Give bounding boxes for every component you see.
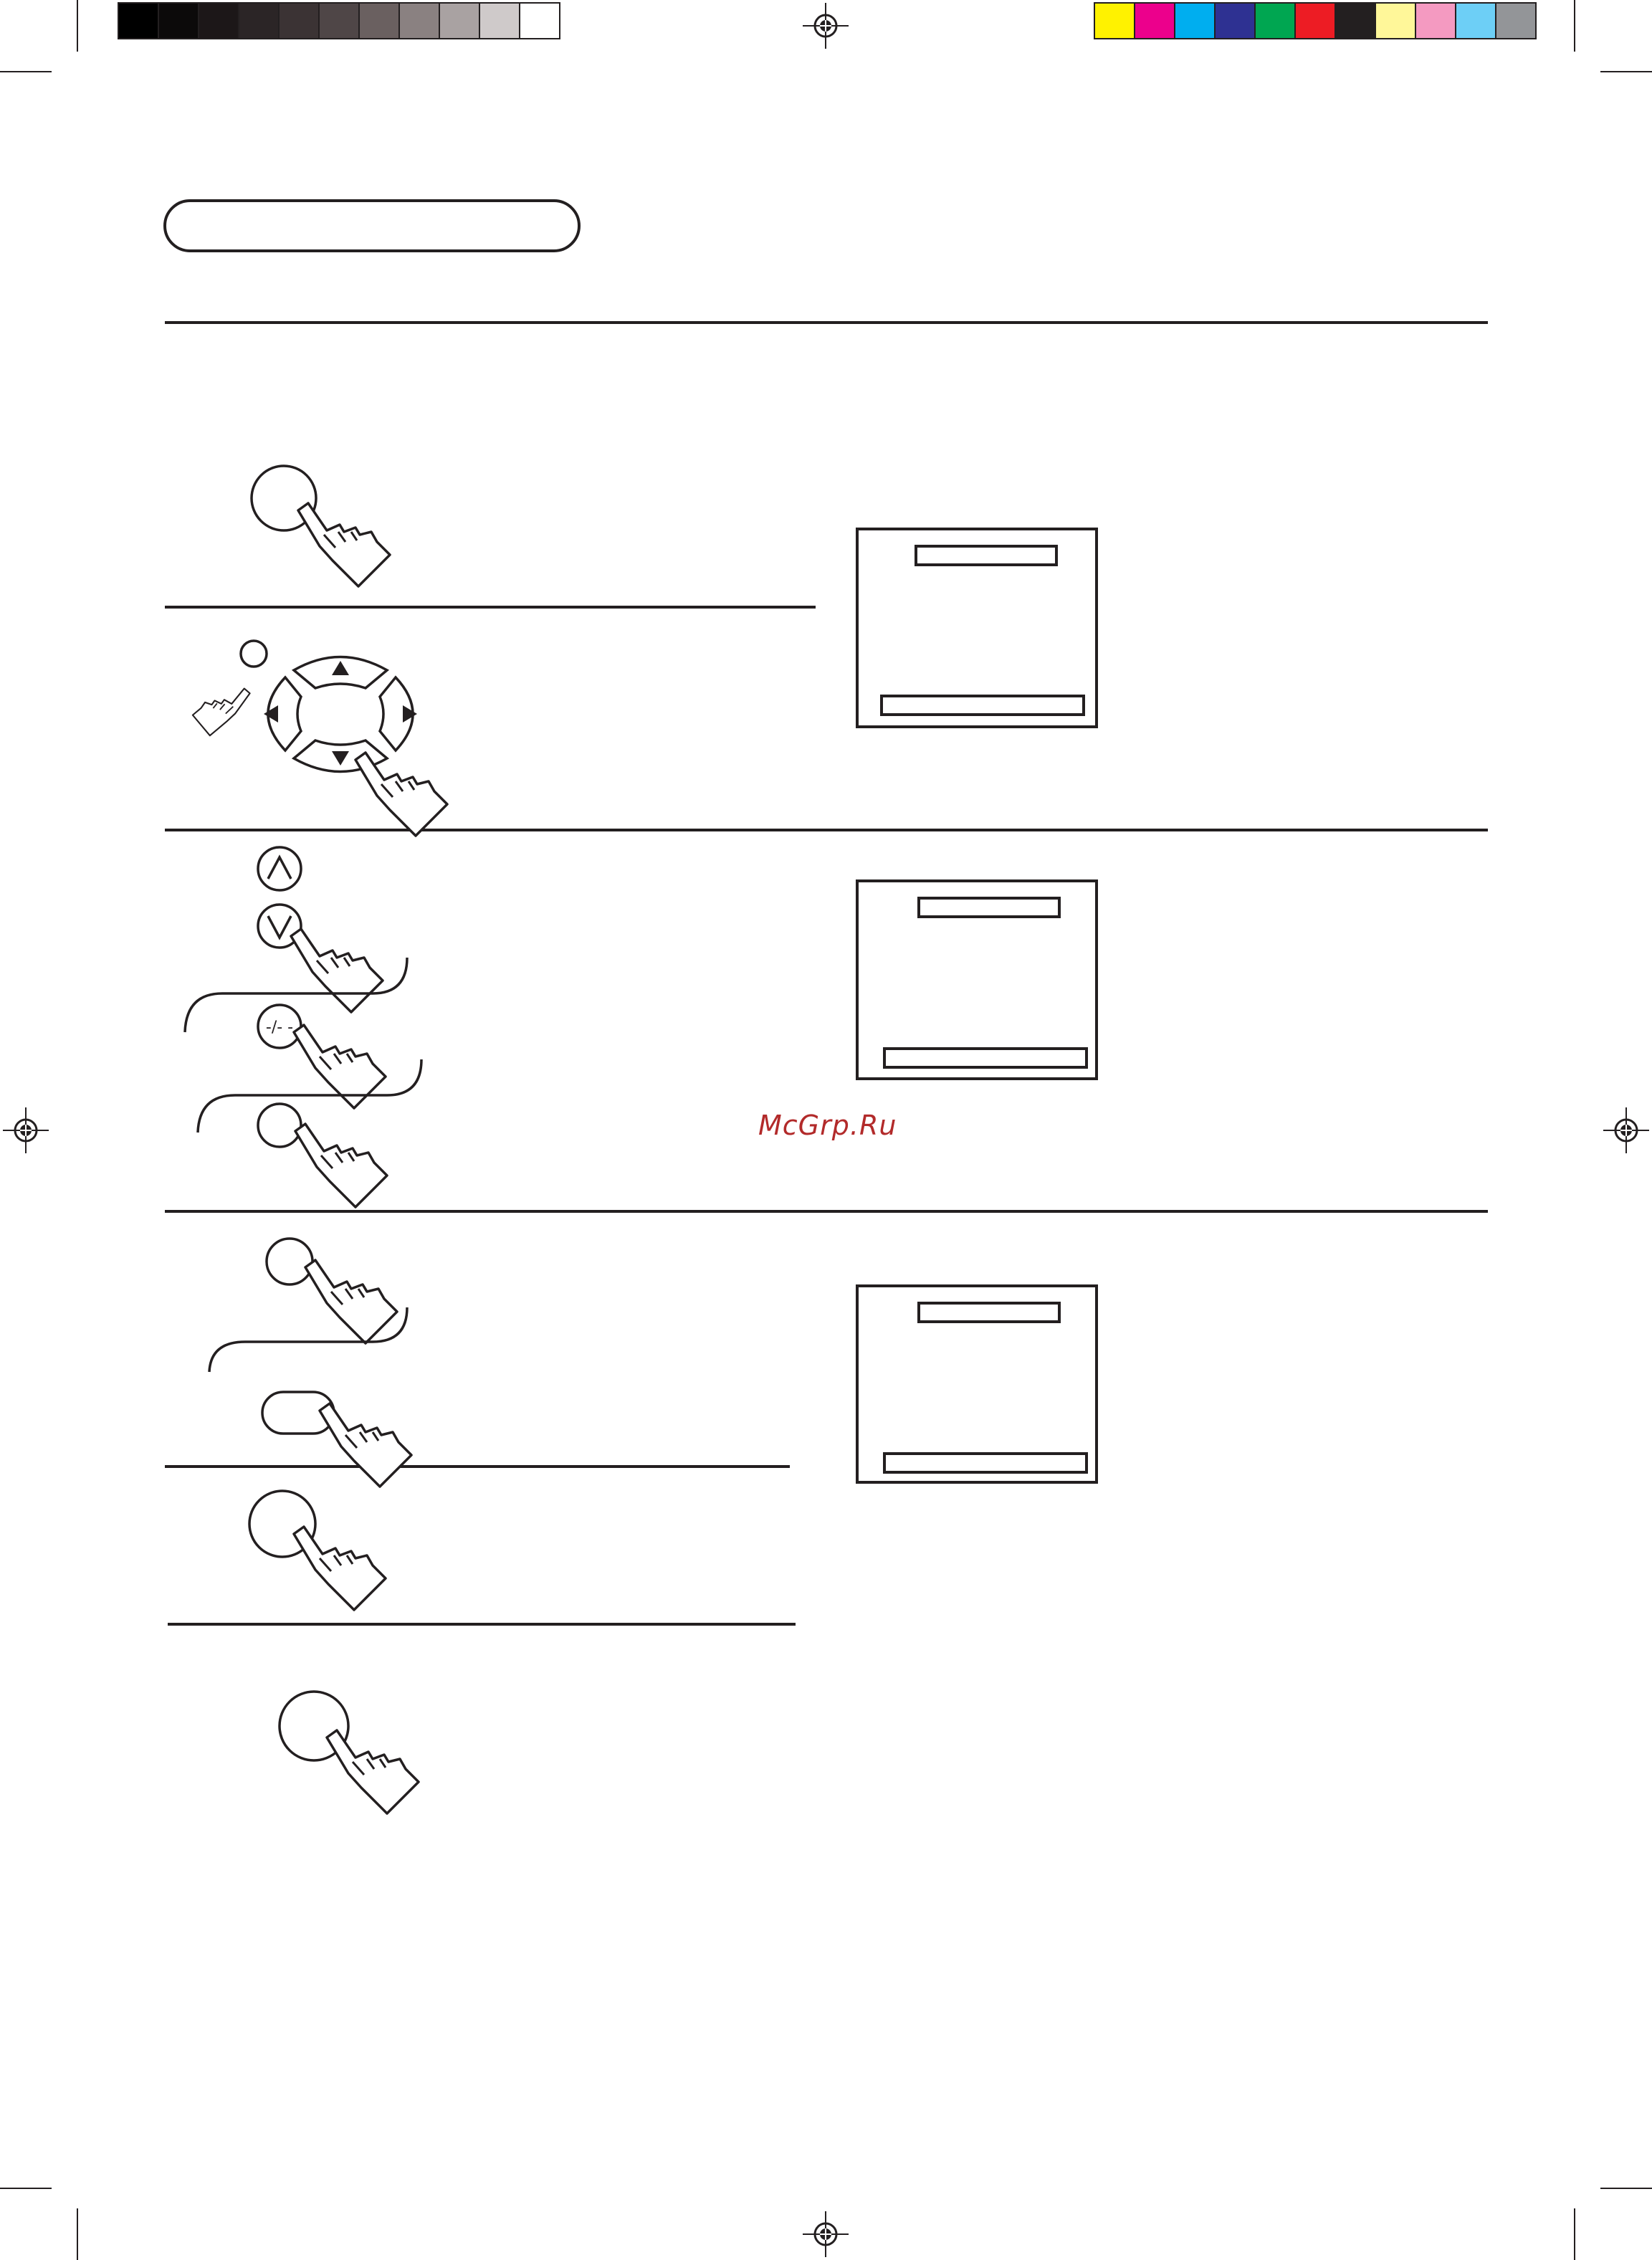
bracket-line — [198, 1059, 421, 1133]
calibration-swatch — [439, 3, 479, 39]
chevron-down-icon — [268, 916, 291, 938]
step-1-menu-button-illustration — [252, 466, 390, 586]
tv-screen-1 — [857, 529, 1097, 727]
right-arrow-icon — [403, 705, 417, 723]
up-arrow-icon — [332, 661, 349, 675]
grayscale-calibration-bar — [118, 3, 560, 39]
pointing-hand-icon — [320, 1403, 411, 1487]
small-key[interactable] — [241, 641, 267, 667]
tv-screen-3 — [857, 1286, 1097, 1482]
screen-title-bar — [919, 1303, 1059, 1322]
left-arrow-icon — [264, 705, 278, 723]
calibration-swatch — [1175, 3, 1215, 39]
calibration-swatch — [118, 3, 158, 39]
calibration-swatch — [1094, 3, 1135, 39]
color-calibration-bar — [1094, 3, 1536, 39]
calibration-swatch — [319, 3, 359, 39]
calibration-swatch — [1456, 3, 1496, 39]
calibration-swatch — [1415, 3, 1456, 39]
tv-screen-2 — [857, 881, 1097, 1079]
channel-digit-label: -/- - — [265, 1019, 294, 1036]
step-4-buttons — [209, 1239, 411, 1487]
pointing-hand-icon — [327, 1730, 419, 1813]
calibration-swatch — [1295, 3, 1335, 39]
screen-status-bar — [882, 696, 1084, 715]
store-button[interactable] — [267, 1239, 312, 1284]
step-3-channel-buttons — [185, 847, 421, 1207]
calibration-swatch — [359, 3, 399, 39]
calibration-swatch — [1375, 3, 1415, 39]
ok-button[interactable] — [258, 1104, 301, 1147]
pointing-hand-icon — [295, 1124, 387, 1207]
calibration-swatch — [1335, 3, 1375, 39]
calibration-swatch — [1496, 3, 1536, 39]
calibration-swatch — [399, 3, 439, 39]
calibration-swatch — [479, 3, 520, 39]
calibration-swatch — [199, 3, 239, 39]
registration-mark-left — [3, 1107, 49, 1153]
section-heading-tab — [165, 201, 579, 251]
pointing-hand-icon — [305, 1260, 397, 1343]
step-5-button — [249, 1491, 386, 1610]
screen-status-bar — [884, 1049, 1087, 1067]
calibration-swatch — [239, 3, 279, 39]
step-2-navigation-pad — [191, 641, 447, 836]
down-arrow-icon — [332, 751, 349, 766]
channel-up-button[interactable] — [258, 847, 301, 890]
calibration-swatch — [1135, 3, 1175, 39]
bracket-line — [185, 958, 407, 1032]
calibration-swatch — [1215, 3, 1255, 39]
pointing-hand-icon — [294, 1527, 386, 1610]
pointing-hand-icon — [291, 929, 383, 1012]
screen-title-bar — [916, 546, 1056, 565]
calibration-swatch — [158, 3, 199, 39]
screen-title-bar — [919, 898, 1059, 917]
pointing-hand-icon — [355, 753, 447, 836]
step-6-button — [280, 1692, 419, 1813]
watermark: McGrp.Ru — [758, 1110, 897, 1141]
calibration-swatch — [279, 3, 319, 39]
screen-status-bar — [884, 1454, 1087, 1472]
chevron-up-icon — [268, 857, 291, 879]
pointing-hand-icon — [191, 685, 251, 739]
pointing-hand-icon — [298, 503, 390, 586]
calibration-swatch — [520, 3, 560, 39]
registration-mark-right — [1603, 1107, 1649, 1153]
registration-mark-bottom — [803, 2211, 849, 2257]
calibration-swatch — [1255, 3, 1295, 39]
registration-mark-top — [803, 3, 849, 49]
